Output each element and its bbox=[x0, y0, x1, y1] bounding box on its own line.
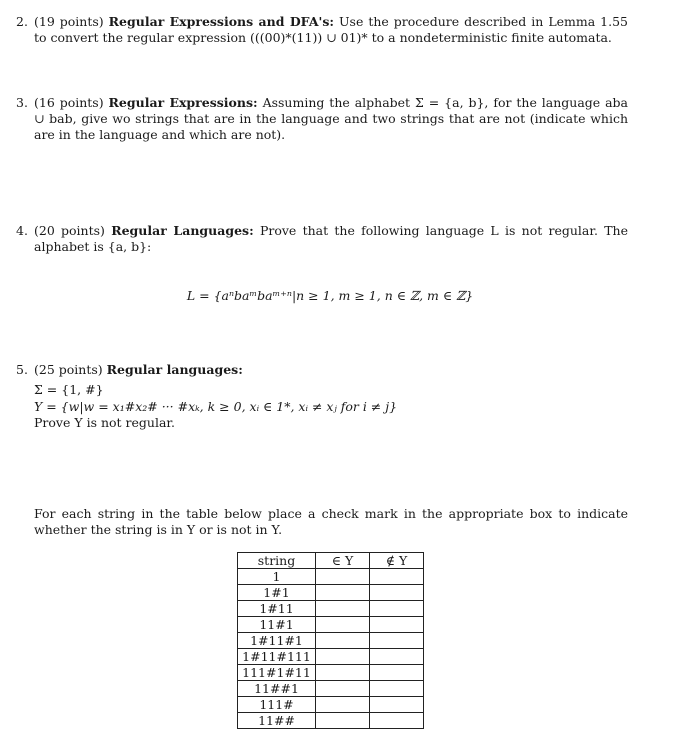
table-row bbox=[238, 585, 424, 601]
in-y-checkbox[interactable] bbox=[316, 569, 370, 585]
membership-table bbox=[237, 552, 424, 729]
in-y-checkbox[interactable] bbox=[316, 585, 370, 601]
question-text: Assuming the alphabet Σ = {a, b}, for the language aba ∪ bab, give wo strings that are in the language and two strings that are not (indicate which are in the language and which are not). bbox=[34, 95, 629, 142]
in-y-checkbox[interactable] bbox=[316, 601, 370, 617]
string-cell: 1#1 bbox=[238, 585, 316, 601]
in-y-checkbox[interactable] bbox=[316, 617, 370, 633]
string-cell: 111# bbox=[238, 697, 316, 713]
not-in-y-checkbox[interactable] bbox=[370, 569, 424, 585]
alphabet-definition: Σ = {1, #} bbox=[34, 382, 104, 397]
table-row bbox=[238, 665, 424, 681]
question-points: (19 points) bbox=[34, 14, 104, 29]
string-cell: 1#11#111 bbox=[238, 649, 316, 665]
question-number: 2. bbox=[16, 14, 28, 29]
question-text: Use the procedure described in Lemma 1.55 to convert the regular expression (((00)*(11)) ∪ 01)* to a nondeterministic finite automata. bbox=[34, 14, 629, 45]
question-number: 4. bbox=[16, 223, 28, 238]
question-points: (16 points) bbox=[34, 95, 104, 110]
not-in-y-checkbox[interactable] bbox=[370, 633, 424, 649]
table-row bbox=[238, 633, 424, 649]
question-number: 3. bbox=[16, 95, 28, 110]
table-row bbox=[238, 617, 424, 633]
in-y-checkbox[interactable] bbox=[316, 649, 370, 665]
question-points: (25 points) bbox=[34, 362, 103, 377]
header-string: string bbox=[238, 553, 316, 569]
string-cell: 11#1 bbox=[238, 617, 316, 633]
table-row bbox=[238, 569, 424, 585]
in-y-checkbox[interactable] bbox=[316, 633, 370, 649]
header-not-in-y: ∉ Y bbox=[370, 553, 424, 569]
question-5 bbox=[16, 362, 628, 378]
table-row bbox=[238, 681, 424, 697]
question-4 bbox=[16, 223, 628, 255]
not-in-y-checkbox[interactable] bbox=[370, 649, 424, 665]
not-in-y-checkbox[interactable] bbox=[370, 713, 424, 729]
question-title: Regular Languages: bbox=[111, 223, 254, 238]
question-2 bbox=[16, 14, 628, 46]
table-row bbox=[238, 713, 424, 729]
not-in-y-checkbox[interactable] bbox=[370, 617, 424, 633]
in-y-checkbox[interactable] bbox=[316, 713, 370, 729]
table-row bbox=[238, 697, 424, 713]
not-in-y-checkbox[interactable] bbox=[370, 665, 424, 681]
table-row bbox=[238, 601, 424, 617]
language-formula: L = {aⁿbaᵐbaᵐ⁺ⁿ|n ≥ 1, m ≥ 1, n ∈ ℤ, m ∈ ℤ} bbox=[186, 288, 474, 303]
question-text: Prove that the following language L is not regular. The alphabet is {a, b}: bbox=[34, 223, 628, 254]
in-y-checkbox[interactable] bbox=[316, 697, 370, 713]
string-cell: 111#1#11 bbox=[238, 665, 316, 681]
in-y-checkbox[interactable] bbox=[316, 665, 370, 681]
not-in-y-checkbox[interactable] bbox=[370, 601, 424, 617]
not-in-y-checkbox[interactable] bbox=[370, 585, 424, 601]
not-in-y-checkbox[interactable] bbox=[370, 681, 424, 697]
string-cell: 11##1 bbox=[238, 681, 316, 697]
question-title: Regular Expressions and DFA's: bbox=[108, 14, 335, 29]
question-title: Regular languages: bbox=[106, 362, 243, 377]
question-3 bbox=[16, 95, 628, 143]
table-row bbox=[238, 649, 424, 665]
string-cell: 1 bbox=[238, 569, 316, 585]
question-points: (20 points) bbox=[34, 223, 105, 238]
not-in-y-checkbox[interactable] bbox=[370, 697, 424, 713]
string-cell: 1#11 bbox=[238, 601, 316, 617]
in-y-checkbox[interactable] bbox=[316, 681, 370, 697]
question-number: 5. bbox=[16, 362, 28, 377]
string-cell: 11## bbox=[238, 713, 316, 729]
question-title: Regular Expressions: bbox=[108, 95, 258, 110]
language-definition: Y = {w|w = x₁#x₂# ··· #xₖ, k ≥ 0, xᵢ ∈ 1*, xᵢ ≠ xⱼ for i ≠ j} bbox=[34, 399, 398, 414]
table-instructions: For each string in the table below place a check mark in the appropriate box to indicate whether the string is in Y or is not in Y. bbox=[34, 506, 628, 537]
string-cell: 1#11#1 bbox=[238, 633, 316, 649]
header-in-y: ∈ Y bbox=[316, 553, 370, 569]
table-header-row bbox=[238, 553, 424, 569]
prove-statement: Prove Y is not regular. bbox=[34, 415, 175, 430]
